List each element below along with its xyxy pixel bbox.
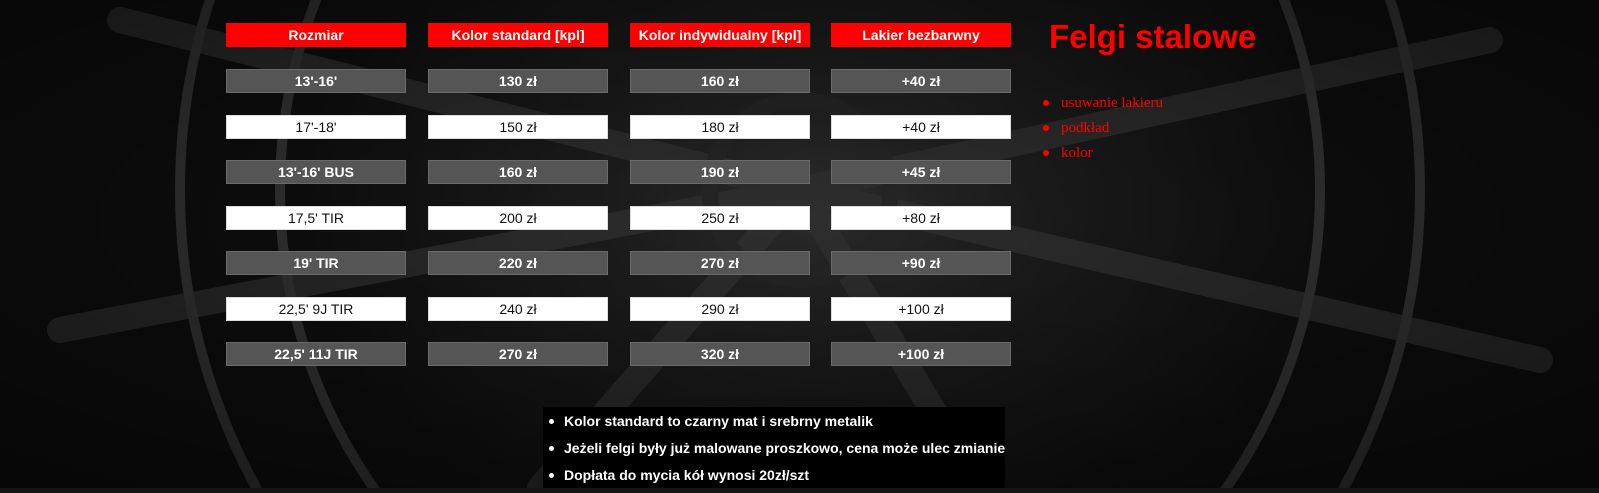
table-cell-standard-color: 150 zł	[428, 115, 608, 139]
table-cell-clear-coat: +100 zł	[831, 297, 1011, 321]
note-item	[543, 439, 1005, 466]
table-cell-clear-coat: +100 zł	[831, 342, 1011, 366]
table-cell-clear-coat: +90 zł	[831, 251, 1011, 275]
list-item-label: podkład	[1061, 120, 1110, 136]
table-cell-standard-color: 130 zł	[428, 69, 608, 93]
list-item	[1043, 144, 1163, 169]
note-text: Kolor standard to czarny mat i srebrny metalik	[564, 413, 873, 429]
note-item	[543, 412, 1005, 439]
table-cell-individual-color: 250 zł	[630, 206, 810, 230]
table-cell-size: 22,5' 9J TIR	[226, 297, 406, 321]
service-list	[1043, 94, 1163, 169]
notes-box	[543, 407, 1005, 488]
table-cell-individual-color: 180 zł	[630, 115, 810, 139]
table-cell-individual-color: 290 zł	[630, 297, 810, 321]
table-cell-clear-coat: +40 zł	[831, 69, 1011, 93]
table-cell-size: 17'-18'	[226, 115, 406, 139]
bullet-icon	[1043, 125, 1049, 131]
column-header-clear-coat: Lakier bezbarwny	[831, 23, 1011, 47]
list-item	[1043, 119, 1163, 144]
table-cell-clear-coat: +80 zł	[831, 206, 1011, 230]
column-header-individual-color: Kolor indywidualny [kpl]	[630, 23, 810, 47]
table-cell-clear-coat: +40 zł	[831, 115, 1011, 139]
bullet-icon	[549, 473, 554, 478]
table-cell-size: 13'-16'	[226, 69, 406, 93]
table-cell-standard-color: 200 zł	[428, 206, 608, 230]
page-title: Felgi stalowe	[1049, 18, 1257, 55]
table-cell-standard-color: 160 zł	[428, 160, 608, 184]
column-header-standard-color: Kolor standard [kpl]	[428, 23, 608, 47]
bullet-icon	[549, 446, 554, 451]
bullet-icon	[1043, 100, 1049, 106]
table-cell-standard-color: 270 zł	[428, 342, 608, 366]
note-text: Jeżeli felgi były już malowane proszkowo, cena może ulec zmianie	[564, 440, 1006, 456]
table-cell-individual-color: 270 zł	[630, 251, 810, 275]
table-cell-size: 19' TIR	[226, 251, 406, 275]
note-text: Dopłata do mycia kół wynosi 20zł/szt	[564, 467, 810, 483]
bullet-icon	[549, 419, 554, 424]
table-cell-size: 22,5' 11J TIR	[226, 342, 406, 366]
table-cell-standard-color: 220 zł	[428, 251, 608, 275]
list-item-label: usuwanie lakieru	[1061, 95, 1164, 111]
note-item	[543, 466, 1005, 493]
table-cell-individual-color: 160 zł	[630, 69, 810, 93]
list-item-label: kolor	[1061, 145, 1093, 161]
table-cell-individual-color: 320 zł	[630, 342, 810, 366]
table-cell-size: 13'-16' BUS	[226, 160, 406, 184]
table-cell-size: 17,5' TIR	[226, 206, 406, 230]
table-cell-individual-color: 190 zł	[630, 160, 810, 184]
column-header-size: Rozmiar	[226, 23, 406, 47]
list-item	[1043, 94, 1163, 119]
table-cell-clear-coat: +45 zł	[831, 160, 1011, 184]
notes-list	[543, 412, 1005, 493]
table-cell-standard-color: 240 zł	[428, 297, 608, 321]
bullet-icon	[1043, 150, 1049, 156]
